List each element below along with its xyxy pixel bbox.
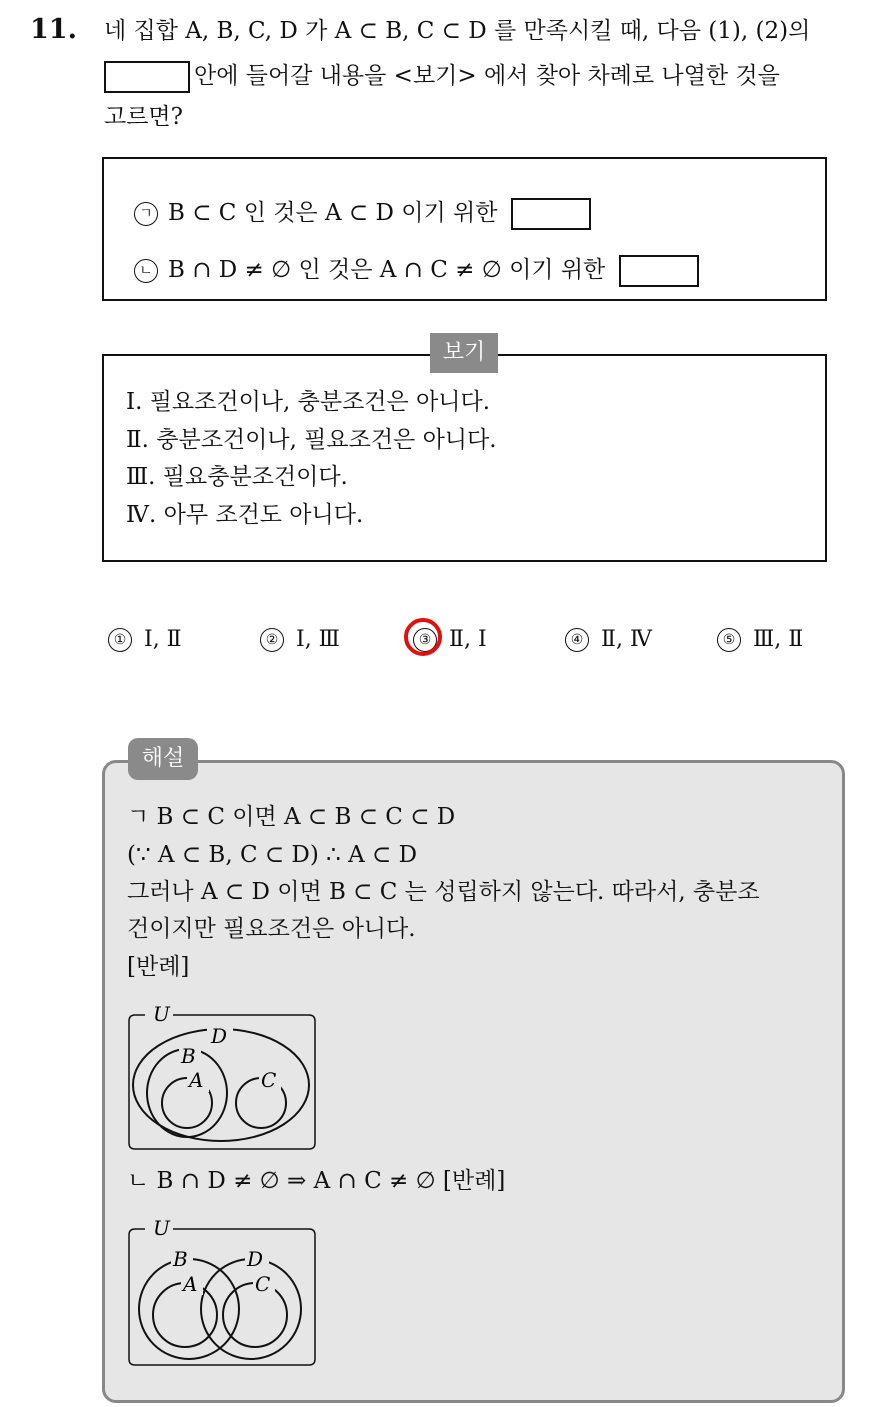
venn-label-d: D (247, 1247, 264, 1271)
solution-line: [반례] (127, 954, 190, 980)
choice-text: Ⅱ, Ⅳ (601, 627, 652, 652)
choice-number: ⑤ (717, 628, 741, 652)
statement-text: B ⊂ C 인 것은 A ⊂ D 이기 위한 (168, 200, 498, 226)
solution-line: 건이지만 필요조건은 아니다. (127, 916, 416, 942)
choice-text: Ⅰ, Ⅱ (144, 627, 182, 652)
answer-choices (108, 620, 828, 660)
bogi-item: Ⅰ. 필요조건이나, 충분조건은 아니다. (126, 389, 491, 415)
solution-box (102, 760, 845, 1403)
choice-1[interactable] (108, 620, 182, 660)
choice-text: Ⅰ, Ⅲ (296, 627, 340, 652)
venn-label-b: B (181, 1044, 196, 1068)
solution-line: (∵ A ⊂ B, C ⊂ D) ∴ A ⊂ D (127, 842, 418, 868)
question-line-1: 네 집합 A, B, C, D 가 A ⊂ B, C ⊂ D 를 만족시킬 때, 다음 (1), (2)의 (104, 18, 811, 44)
solution-line-b: ㄴ B ∩ D ≠ ∅ ⇒ A ∩ C ≠ ∅ [반례] (127, 1168, 506, 1194)
choice-number: ① (108, 628, 132, 652)
venn-diagram-1 (125, 997, 321, 1153)
statement-2 (134, 254, 699, 287)
bogi-item: Ⅳ. 아무 조건도 아니다. (126, 502, 364, 528)
choice-5[interactable] (717, 620, 803, 660)
venn-label-b: B (173, 1247, 188, 1271)
venn-label-c: C (261, 1068, 277, 1092)
question-number: 11. (30, 14, 77, 45)
choice-number: ③ (413, 628, 437, 652)
bogi-box (102, 354, 827, 562)
choice-text: Ⅲ, Ⅱ (753, 627, 804, 652)
choice-number: ④ (565, 628, 589, 652)
statement-blank (511, 198, 591, 230)
venn-label-u: U (153, 1216, 170, 1240)
question-line-2-text: 안에 들어갈 내용을 <보기> 에서 찾아 차례로 나열한 것을 (194, 63, 780, 89)
answer-mark-circle (404, 618, 442, 656)
choice-number: ② (260, 628, 284, 652)
statement-marker: ㄴ (134, 259, 158, 283)
venn-diagram-2 (125, 1211, 321, 1371)
venn-label-a: A (189, 1068, 204, 1092)
choice-4[interactable] (565, 620, 652, 660)
venn-label-d: D (211, 1024, 228, 1048)
statement-text: B ∩ D ≠ ∅ 인 것은 A ∩ C ≠ ∅ 이기 위한 (168, 257, 606, 283)
solution-line: 그러나 A ⊂ D 이면 B ⊂ C 는 성립하지 않는다. 따라서, 충분조 (127, 879, 760, 905)
venn-label-c: C (255, 1272, 271, 1296)
solution-title: 해설 (128, 738, 198, 780)
question-line-2 (104, 61, 780, 93)
venn-label-u: U (153, 1002, 170, 1026)
statement-blank (619, 255, 699, 287)
choice-text: Ⅱ, Ⅰ (449, 627, 487, 652)
choice-2[interactable] (260, 620, 340, 660)
venn-label-a: A (183, 1272, 198, 1296)
statements-box (102, 157, 827, 301)
statement-1 (134, 197, 591, 230)
bogi-item: Ⅱ. 충분조건이나, 필요조건은 아니다. (126, 427, 497, 453)
answer-blank (104, 61, 190, 93)
statement-marker: ㄱ (134, 202, 158, 226)
bogi-item: Ⅲ. 필요충분조건이다. (126, 464, 348, 490)
bogi-title: 보기 (430, 333, 498, 373)
question-line-3: 고르면? (104, 104, 183, 130)
solution-line: ㄱ B ⊂ C 이면 A ⊂ B ⊂ C ⊂ D (127, 804, 456, 830)
